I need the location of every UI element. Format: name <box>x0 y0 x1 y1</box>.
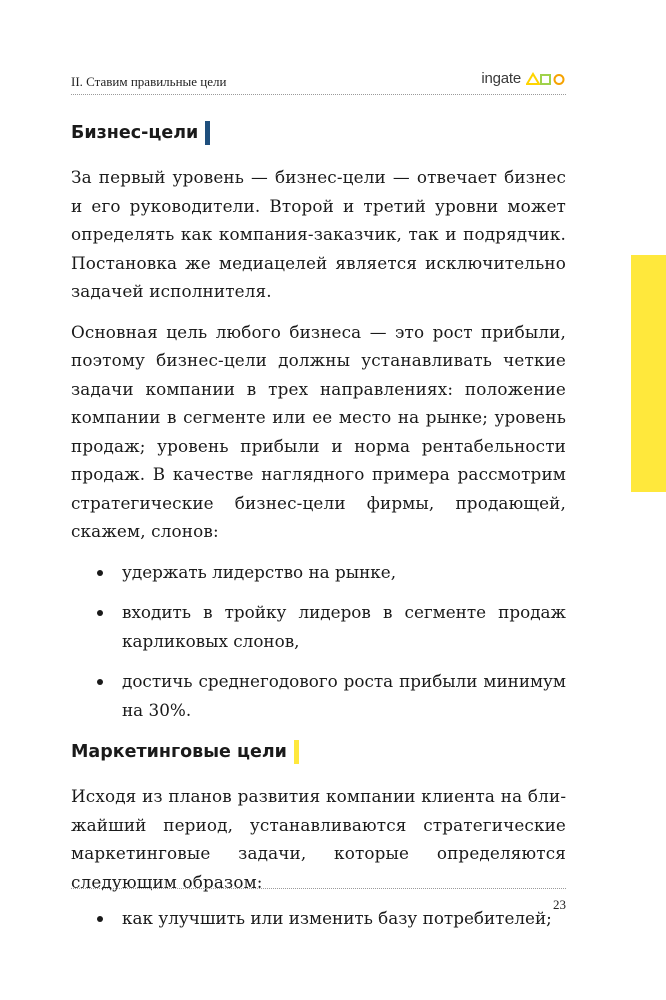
logo-triangle-icon <box>527 74 539 84</box>
paragraph: За первый уровень — бизнес-цели — отвечает бизнес и его руководители. Второй и третий уровни может определять как компания-заказчик, так и подрядчик. Постановка же медиацелей является исключительно задачей исполнителя. <box>71 167 566 301</box>
section-heading-text: Маркетинговые цели <box>71 742 287 762</box>
list-item: как улучшить или изменить базу потребителей; <box>71 904 566 933</box>
list-item: достичь среднегодового роста прибыли минимум на 30%. <box>71 667 566 724</box>
section-heading-text: Бизнес-цели <box>71 123 199 143</box>
logo-circle-icon <box>555 75 564 84</box>
logo-square-icon <box>541 75 550 84</box>
bullet-list <box>71 904 566 933</box>
heading-accent-bar <box>294 740 299 764</box>
list-item: входить в тройку лидеров в сегменте продаж карликовых слонов, <box>71 598 566 655</box>
heading-accent-bar <box>205 121 210 145</box>
paragraph: Основная цель любого бизнеса — это рост прибыли, поэтому бизнес-цели должны устанавливать четкие задачи компании в трех направлениях: положение компании в сегменте или ее место на рынке; уровень продаж; уровень прибыли и норма рентабельности продаж. В качестве наглядного примера рассмотрим стратегические бизнес-цели фирмы, продающей, скажем, слонов: <box>71 321 566 541</box>
ingate-logo <box>481 70 566 87</box>
section-heading-marketing-goals <box>71 736 566 768</box>
chapter-tab-marker <box>631 255 666 492</box>
logo-text: ingate <box>481 70 521 87</box>
paragraph: Исходя из планов развития компании клиента на ближайший период, устанавливаются стратегические маркетинговые задачи, которые определяются следующим образом: <box>71 786 566 892</box>
list-item: удержать лидерство на рынке, <box>71 558 566 587</box>
section-heading-business-goals <box>71 117 566 149</box>
chapter-title: II. Ставим правильные цели <box>71 74 227 89</box>
bullet-list <box>71 558 566 725</box>
page-header <box>71 70 566 95</box>
logo-shapes-icon <box>526 72 566 86</box>
page-body <box>71 117 566 933</box>
page-footer <box>71 888 566 912</box>
page-number: 23 <box>553 897 566 912</box>
